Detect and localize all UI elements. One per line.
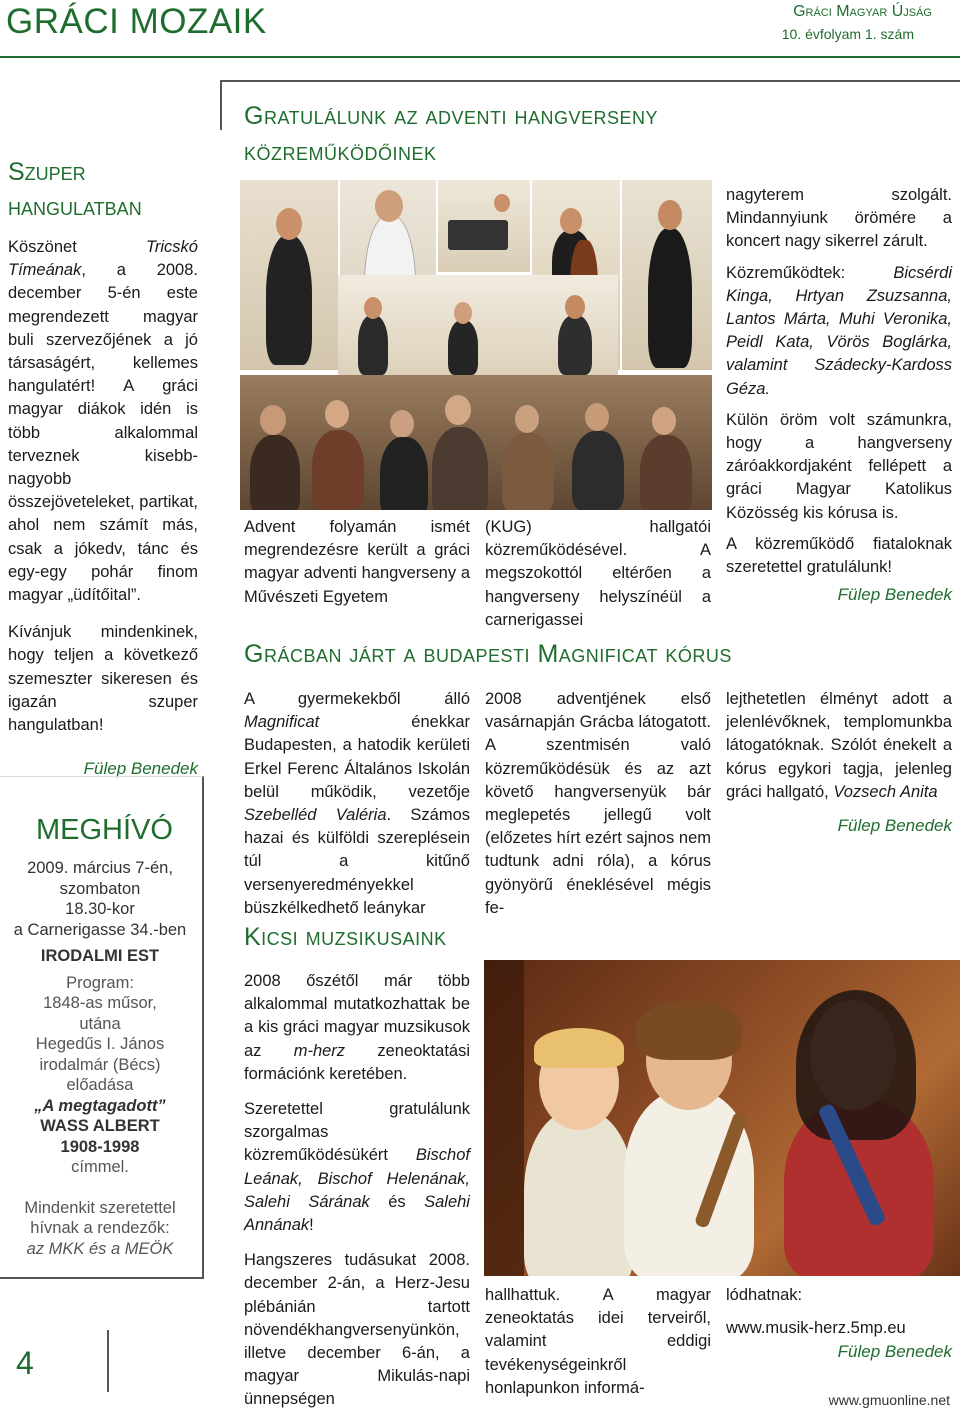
invitation-program-label: Program:	[66, 973, 134, 992]
choir-column-2: 2008 adventjének első vasárnapján Grácba látogatott. A szentmisén való közreműködésük és az azt követő hangversenyük bár meglepetés jellegű volt (előzetes hírt ezért sajnos nem tudtunk adni róla), a kórus gyönyörű éneklésével mégis fe-	[485, 690, 711, 917]
left-title-line2: hangulatban	[8, 193, 142, 221]
photo-audience	[240, 375, 712, 510]
invitation-content	[2, 812, 198, 1259]
concert-title-line2: közreműködőinek	[244, 138, 437, 166]
concert-column-2: (KUG) hallgatói közreműködésével. A megszokottól eltérően a hangverseny helyszínéül a carnerigassei	[485, 518, 711, 629]
invitation-program-2: utána	[79, 1014, 121, 1033]
child-1	[524, 1110, 634, 1276]
invitation-title: MEGHÍVÓ	[36, 814, 173, 846]
musicians-column-3	[726, 1284, 952, 1364]
page-number: 4	[16, 1345, 34, 1381]
left-article-body	[8, 236, 198, 780]
musicians-col3-text: lódhatnak:	[726, 1286, 803, 1304]
masthead-title: GRÁCI MOZAIK	[6, 2, 267, 41]
issue-number: 10. évfolyam 1. szám	[781, 26, 914, 42]
choir-signature: Fülep Benedek	[837, 816, 952, 836]
invitation-program-5: előadása	[66, 1076, 134, 1094]
invitation-book-years: 1908-1998	[60, 1137, 140, 1156]
invitation-date: 2009. március 7-én,	[27, 859, 173, 877]
musicians-website-link[interactable]: www.musik-herz.5mp.eu	[726, 1319, 906, 1338]
invitation-time: 18.30-kor	[65, 900, 135, 918]
publication-name: Gráci Magyar Újság	[793, 3, 932, 20]
invitation-book-suffix: címmel.	[71, 1158, 129, 1176]
concert-col3-p4: A közreműködő fiataloknak szeretettel gratulálunk!	[726, 534, 952, 577]
photo-violinist	[240, 180, 338, 370]
main-frame-left	[220, 80, 222, 130]
musicians-article-title: Kicsi muzsikusaink	[244, 923, 447, 951]
musicians-signature: Fülep Benedek	[837, 1342, 952, 1362]
left-signature: Fülep Benedek	[83, 759, 198, 779]
concert-column-1: Advent folyamán ismét megrendezésre került a gráci magyar adventi hangverseny a Művészeti Egyetem	[244, 518, 470, 606]
invitation-line-2: hívnak a rendezők:	[30, 1219, 170, 1237]
invitation-line-1: Mindenkit szeretettel	[24, 1198, 176, 1217]
invitation-book-author: WASS ALBERT	[40, 1117, 160, 1135]
invitation-program-3: Hegedűs I. János	[35, 1035, 165, 1053]
concert-col3-p1: nagyterem szolgált. Mindannyiunk örömére a koncert nagy sikerrel zárult.	[726, 186, 952, 251]
photo-curtain-left	[484, 960, 524, 1276]
concert-col3-p2: Közreműködtek: Bicsérdi Kinga, Hrtyan Zsuzsanna, Lantos Márta, Muhi Veronika, Peidl Kata, Vörös Boglárka, valamint Szádecky-Kardoss Géza.	[726, 263, 952, 398]
concert-photo-collage	[240, 180, 712, 510]
concert-col3-p3: Külön öröm volt számunkra, hogy a hangverseny záróakkordjaként fellépett a gráci Magyar Katolikus Közösség kis kórusa is.	[726, 410, 952, 522]
page-number-rule	[107, 1330, 109, 1392]
left-paragraph-1: Köszönet Tricskó Tímeának, a 2008. december 5-én este megrendezett magyar buli szervezőjének a jó társaságért, kellemes hangulatért! A gráci magyar diákok idén is több alkalommal terveznek kisebb-nagyobb összejöveteleket, partikat, ahol nem számít más, csak a jókedv, tánc és egy-egy pohár finom magyar „üdítőital”.	[8, 238, 198, 605]
main-frame	[220, 80, 960, 82]
header-rule	[0, 56, 960, 58]
left-title-line1: Szuper	[8, 158, 86, 186]
choir-column-1: A gyermekekből álló Magnificat énekkar Budapesten, a hatodik kerületi Erkel Ferenc Általános Iskolán belül működik, vezetője Szebelléd Valéria. Számos hazai és külföldi szereplésein túl a kitűnő versenyeredményekkel büszkélkedhető leánykar	[244, 690, 470, 917]
child-3-hair	[796, 990, 916, 1140]
musicians-column-2: hallhattuk. A magyar zeneoktatás idei terveiről, valamint eddigi tevékenységeinkről honlapunkon informá-	[485, 1286, 711, 1397]
photo-speaker	[622, 180, 712, 370]
children-recorder-photo	[484, 960, 960, 1276]
concert-column-3	[726, 184, 952, 606]
invitation-line-3: az MKK és a MEÖK	[26, 1239, 174, 1258]
invitation-program-4: irodalmár (Bécs)	[39, 1055, 161, 1074]
musicians-p2: Szeretettel gratulálunk szorgalmas közreműködésükért Bischof Leának, Bischof Helenának, Salehi Sárának és Salehi Annának!	[244, 1100, 470, 1235]
left-paragraph-2: Kívánjuk mindenkinek, hogy teljen a következő szemeszter sikeresen és igazán szuper hangulatban!	[8, 623, 198, 735]
concert-article-title	[244, 98, 658, 170]
choir-article-title: Grácban járt a budapesti Magnificat kórus	[244, 640, 732, 668]
photo-flutists	[338, 275, 618, 375]
invitation-program-1: 1848-as műsor,	[43, 994, 157, 1012]
left-article-title	[8, 155, 142, 225]
musicians-p3: Hangszeres tudásukat 2008. december 2-án, a Herz-Jesu plébánián tartott növendékhangversenyünkön, illetve december 6-án, a magyar Mikulás-napi ünnepségen	[244, 1251, 470, 1409]
concert-title-line1: Gratulálunk az adventi hangverseny	[244, 102, 659, 130]
child-2-hair	[636, 1000, 742, 1060]
choir-column-3: lejthetetlen élményt adott a jelenlévőknek, templomunkba látogatóknak. Szólót énekelt a kórus egykori tagja, jelenleg gráci hallgató, Vozsech Anita Fülep Benedek	[726, 688, 952, 837]
invitation-event: IRODALMI EST	[40, 947, 160, 965]
musicians-column-1	[244, 970, 470, 1412]
footer-website[interactable]: www.gmuonline.net	[828, 1392, 950, 1408]
photo-piano	[438, 180, 530, 272]
child-1-hair	[534, 1028, 624, 1068]
musicians-p1: 2008 őszétől már több alkalommal mutatkozhattak be a kis gráci magyar muzsikusok az m-herz zeneoktatási formációnk keretében.	[244, 972, 470, 1083]
invitation-book-title: „A megtagadott”	[34, 1096, 166, 1115]
invitation-place: a Carnerigasse 34.-ben	[13, 920, 187, 939]
invitation-day: szombaton	[59, 879, 141, 898]
concert-signature: Fülep Benedek	[837, 585, 952, 605]
